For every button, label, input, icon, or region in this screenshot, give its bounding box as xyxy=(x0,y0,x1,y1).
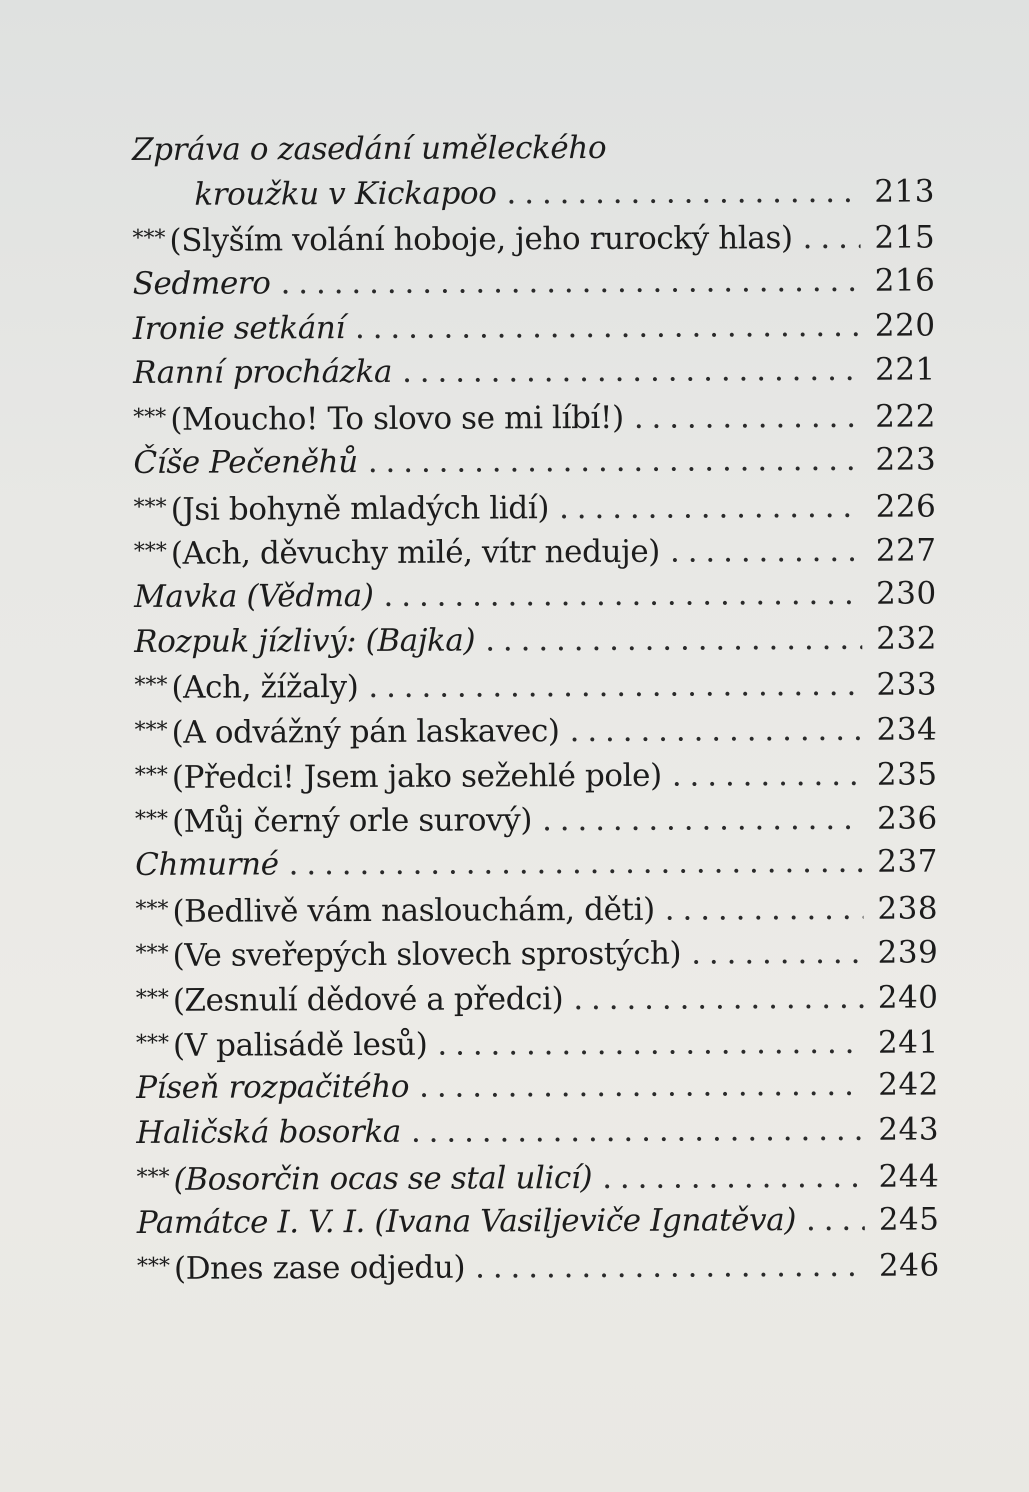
toc-entry-title-text: (Bosorčin ocas se stal ulicí) xyxy=(173,1159,593,1198)
toc-entry-page-number: 241 xyxy=(877,1024,939,1061)
toc-entry-asterisks: *** xyxy=(135,1030,170,1056)
toc-entry xyxy=(135,840,938,888)
toc-entry-title xyxy=(134,574,374,620)
toc-entry-asterisks: *** xyxy=(134,762,168,788)
toc-entry-title xyxy=(136,975,564,1024)
toc-entry-title xyxy=(136,930,682,979)
toc-entry-page-number: 245 xyxy=(878,1200,940,1238)
dot-leader xyxy=(506,170,860,216)
toc-entry xyxy=(134,750,938,798)
toc-entry-title xyxy=(135,707,560,756)
toc-entry-page-number: 222 xyxy=(875,398,937,435)
toc-entry-title xyxy=(132,126,606,173)
toc-entry-page-number: 226 xyxy=(875,487,937,525)
toc-entry-page-number: 221 xyxy=(874,351,936,389)
toc-entry-title-text: (Předci! Jsem jako sežehlé pole) xyxy=(171,757,662,796)
toc-entry-title-text: Píseň rozpačitého xyxy=(136,1069,410,1107)
toc-entry-page-number: 239 xyxy=(877,934,939,972)
toc-entry xyxy=(133,482,937,530)
toc-entry-asterisks: *** xyxy=(133,539,167,565)
dot-leader xyxy=(573,976,864,1022)
dot-leader xyxy=(485,616,862,662)
toc-entry-page-number: 243 xyxy=(878,1111,940,1148)
toc-entry-title xyxy=(134,528,660,577)
toc-entry-title-text: Rozpuk jízlivý: (Bajka) xyxy=(134,622,476,660)
toc-entry-title-text: Chmurné xyxy=(135,846,279,883)
toc-entry-asterisks: *** xyxy=(134,807,169,833)
toc-entry-title xyxy=(133,350,392,396)
dot-leader xyxy=(672,752,863,798)
dot-leader xyxy=(368,438,862,485)
toc-entry-asterisks: *** xyxy=(136,1164,170,1190)
toc-entry-page-number: 215 xyxy=(874,219,936,257)
toc-entry xyxy=(136,1197,940,1245)
toc-entry-title-text: (Ve sveřepých slovech sprostých) xyxy=(172,935,682,975)
toc-entry-asterisks: *** xyxy=(132,226,166,252)
toc-entry-page-number: 236 xyxy=(876,800,938,838)
dot-leader xyxy=(411,1108,865,1155)
toc-entry xyxy=(134,661,938,709)
toc-entry xyxy=(135,1018,939,1066)
dot-leader xyxy=(634,395,862,441)
toc-entry-asterisks: *** xyxy=(134,717,168,743)
dot-leader xyxy=(383,572,862,619)
dot-leader xyxy=(419,1063,864,1110)
toc-entry-title xyxy=(135,797,532,845)
toc-entry-page-number: 242 xyxy=(878,1066,939,1104)
toc-entry-title xyxy=(137,1198,796,1246)
dot-leader xyxy=(803,216,861,261)
dot-leader xyxy=(670,529,862,575)
dot-leader xyxy=(542,797,863,843)
toc-entry-title-text: (V palisádě lesů) xyxy=(172,1026,428,1064)
toc-entry-title-text: (Moucho! To slovo se mi líbí!) xyxy=(170,399,624,438)
dot-leader xyxy=(806,1197,865,1242)
toc-entry-title-text: Zpráva o zasedání uměleckého xyxy=(132,129,607,168)
toc-entry-title-text: (Dnes zase odjedu) xyxy=(173,1249,466,1288)
toc-entry-page-number: 244 xyxy=(878,1158,940,1195)
toc-entry-page-number: 235 xyxy=(876,756,938,793)
toc-entry-page-number: 227 xyxy=(875,532,937,569)
toc-entry xyxy=(132,125,932,173)
toc-entry xyxy=(132,348,936,396)
toc-entry xyxy=(136,1108,940,1156)
toc-entry xyxy=(133,527,937,575)
toc-entry-title xyxy=(136,1065,409,1111)
dot-leader xyxy=(402,348,861,395)
toc-entry xyxy=(135,929,939,977)
toc-entry-title-text: Ironie setkání xyxy=(132,309,346,347)
toc-entry-title-text: (Ach, děvuchy milé, vítr neduje) xyxy=(170,533,661,573)
toc-entry xyxy=(134,616,937,664)
toc-entry-asterisks: *** xyxy=(135,896,169,922)
toc-entry-asterisks: *** xyxy=(133,404,167,431)
toc-entry-title-text: (Slyším volání hoboje, jeho rurocký hlas) xyxy=(169,220,793,260)
toc-entry xyxy=(132,214,936,262)
toc-entry xyxy=(136,1242,940,1290)
toc-entry-title xyxy=(135,751,662,800)
toc-entry xyxy=(132,259,936,307)
toc-entry-title xyxy=(133,440,358,486)
toc-entry-title-text: kroužku v Kickapoo xyxy=(194,175,497,213)
toc-entry xyxy=(134,705,938,753)
toc-entry-title xyxy=(194,171,496,217)
toc-entry-asterisks: *** xyxy=(133,494,167,520)
toc-entry-title xyxy=(132,214,792,264)
toc-entry-title-text: Památce I. V. I. (Ivana Vasiljeviče Ignatěva) xyxy=(136,1201,797,1241)
toc-entry-title-text: (Jsi bohyně mladých lidí) xyxy=(170,489,550,528)
toc-entry xyxy=(136,1152,940,1200)
toc-entry-title-text: (Zesnulí dědové a předci) xyxy=(172,981,564,1019)
toc-entry-asterisks: *** xyxy=(134,673,168,699)
toc-entry xyxy=(134,795,938,843)
toc-entry-title-text: (Ach, žížaly) xyxy=(171,669,359,707)
toc-entry-title-text: (Bedlivě vám naslouchám, děti) xyxy=(172,891,655,930)
toc-entry-title xyxy=(137,1244,465,1292)
dot-leader xyxy=(559,484,862,530)
toc-entry-title xyxy=(136,1020,428,1068)
toc-entry-page-number: 213 xyxy=(874,173,936,210)
toc-entry-asterisks: *** xyxy=(135,941,169,967)
toc-entry xyxy=(133,571,937,619)
toc-entry-page-number: 220 xyxy=(874,307,936,344)
toc-entry-title xyxy=(135,885,655,934)
toc-entry xyxy=(132,303,936,351)
toc-entry-page-number: 233 xyxy=(876,666,938,704)
dot-leader xyxy=(691,931,864,976)
toc-entry xyxy=(133,393,937,441)
toc-entry-title-text: (A odvážný pán laskavec) xyxy=(171,713,560,751)
dot-leader xyxy=(289,840,864,887)
toc-entry-title-text: Haličská bosorka xyxy=(136,1113,401,1152)
toc-entry-page-number: 232 xyxy=(876,620,937,657)
toc-entry-title xyxy=(136,1110,401,1156)
toc-entry-asterisks: *** xyxy=(135,985,169,1012)
table-of-contents xyxy=(132,125,940,1290)
toc-entry-title xyxy=(134,663,358,711)
toc-entry xyxy=(132,169,936,217)
toc-entry-title xyxy=(134,484,550,533)
toc-entry-title xyxy=(133,394,624,443)
toc-entry-page-number: 240 xyxy=(877,979,939,1016)
toc-entry-page-number: 234 xyxy=(876,711,938,748)
toc-entry xyxy=(135,974,939,1022)
toc-entry-title-text: Sedmero xyxy=(132,265,271,303)
toc-entry-title xyxy=(134,618,475,664)
toc-entry xyxy=(135,884,939,932)
toc-entry xyxy=(136,1063,939,1111)
dot-leader xyxy=(569,708,862,754)
toc-entry-page-number: 223 xyxy=(875,441,937,478)
toc-entry-title-text: Ranní procházka xyxy=(132,354,393,392)
dot-leader xyxy=(665,887,864,933)
toc-entry-title-text: Číše Pečeněhů xyxy=(133,443,358,481)
toc-entry-title xyxy=(133,306,345,352)
toc-entry-page-number: 246 xyxy=(878,1247,940,1284)
dot-leader xyxy=(355,304,861,351)
dot-leader xyxy=(368,663,862,710)
toc-entry-page-number: 216 xyxy=(874,262,936,299)
dot-leader xyxy=(280,259,860,306)
toc-entry-asterisks: *** xyxy=(136,1254,171,1280)
toc-entry-title xyxy=(133,261,271,306)
toc-entry-title xyxy=(135,842,279,887)
dot-leader xyxy=(475,1244,865,1290)
dot-leader xyxy=(437,1021,864,1068)
toc-entry-page-number: 230 xyxy=(875,575,937,612)
dot-leader xyxy=(602,1155,865,1201)
toc-entry-title-text: (Můj černý orle surový) xyxy=(171,802,533,841)
toc-entry xyxy=(133,437,937,485)
toc-entry-title xyxy=(136,1154,592,1203)
toc-entry-page-number: 238 xyxy=(877,890,939,927)
toc-entry-page-number: 237 xyxy=(877,843,938,880)
toc-entry-title-text: Mavka (Vědma) xyxy=(133,577,374,615)
